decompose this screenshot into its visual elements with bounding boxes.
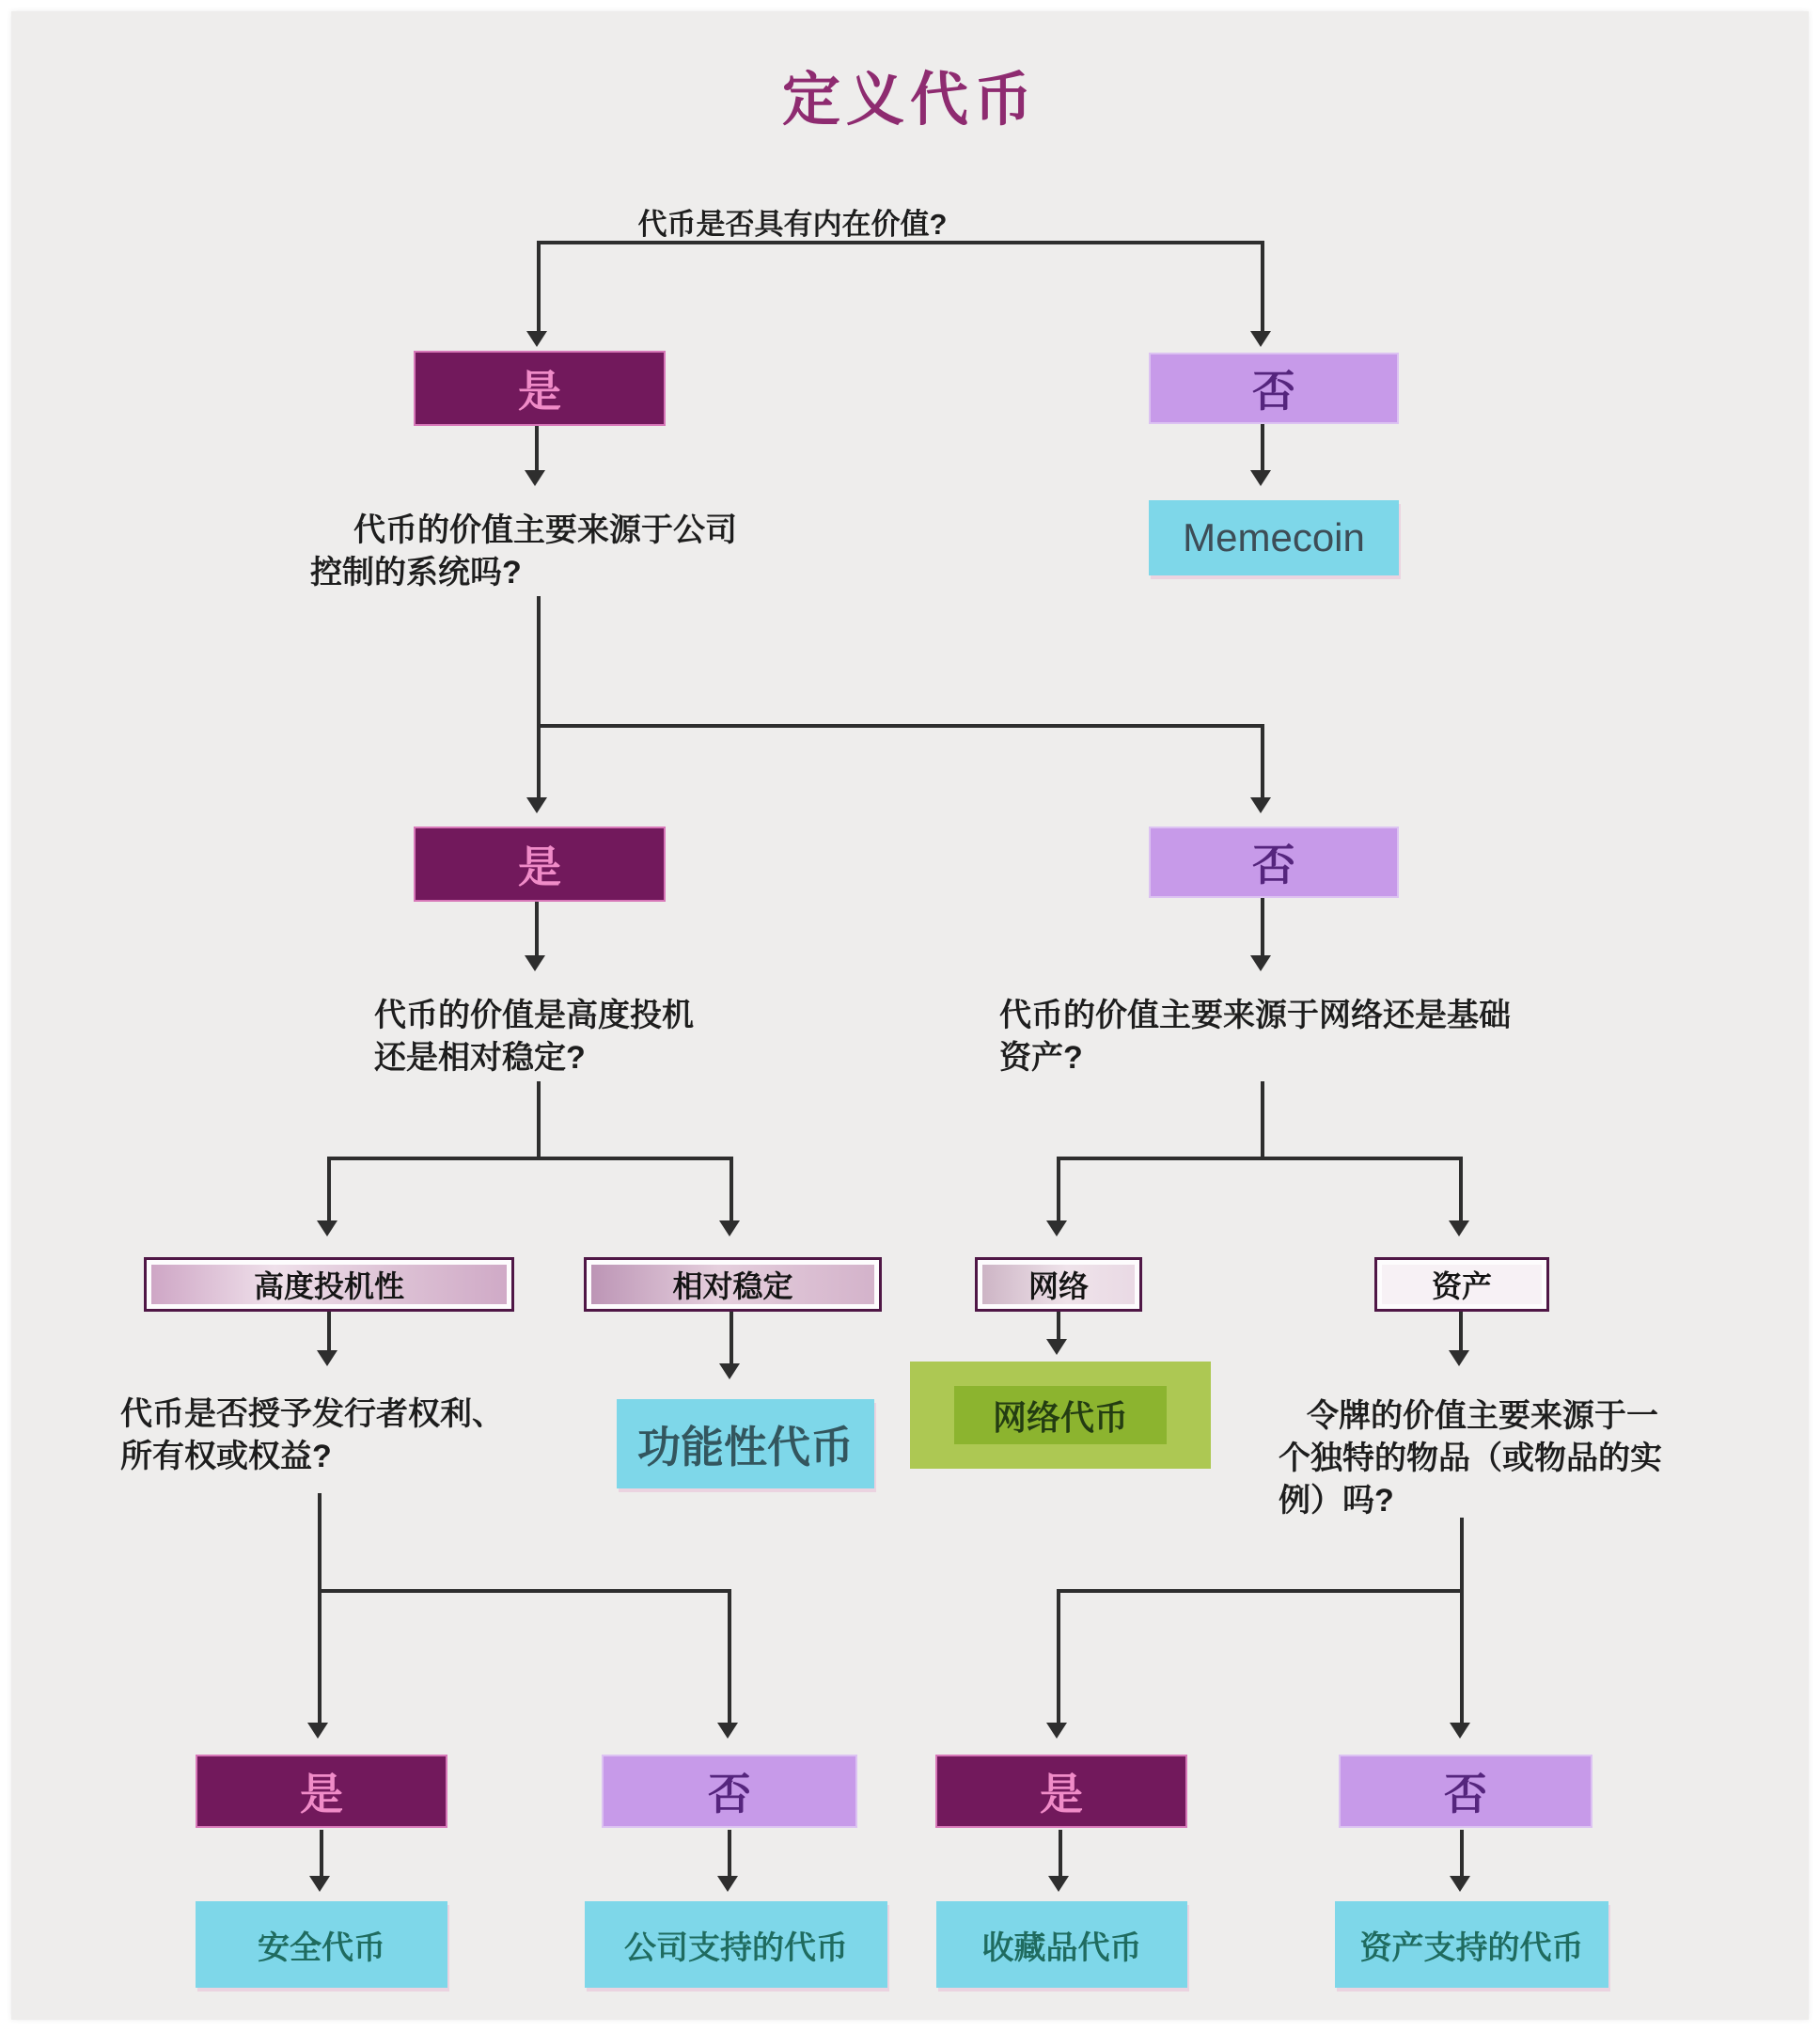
- question-intrinsic-value: 代币是否具有内在价值?: [637, 208, 948, 241]
- outcome-memecoin: Memecoin: [1149, 500, 1399, 575]
- arrow-down-icon: [525, 955, 545, 971]
- connector-line: [327, 1312, 331, 1353]
- connector-line: [1261, 724, 1264, 801]
- connector-line: [728, 1589, 731, 1726]
- arrow-down-icon: [1450, 1723, 1470, 1739]
- connector-line: [1261, 898, 1264, 958]
- outcome-asset-backed-token: 资产支持的代币: [1335, 1901, 1608, 1988]
- arrow-down-icon: [717, 1876, 738, 1892]
- question-speculative-or-stable: 代币的价值是高度投机 还是相对稳定?: [374, 998, 694, 1076]
- connector-line: [320, 1830, 323, 1879]
- question-company-system: 代币的价值主要来源于公司 控制的系统吗?: [310, 512, 737, 590]
- connector-line: [1057, 1589, 1060, 1726]
- connector-line: [1460, 1518, 1464, 1593]
- connector-line: [730, 1312, 733, 1366]
- connector-line: [1261, 424, 1264, 473]
- connector-line: [728, 1830, 731, 1879]
- connector-line: [1261, 241, 1264, 333]
- question-network-or-asset: 代币的价值主要来源于网络还是基础 资产?: [999, 998, 1511, 1076]
- arrow-down-icon: [309, 1876, 330, 1892]
- connector-line: [537, 596, 541, 728]
- connector-line: [1460, 1589, 1464, 1726]
- connector-line: [1460, 1830, 1464, 1879]
- arrow-down-icon: [317, 1220, 337, 1236]
- connector-line: [1059, 1157, 1463, 1160]
- connector-line: [537, 1081, 541, 1160]
- question-unique-item: 令牌的价值主要来源于一 个独特的物品（或物品的实 例）吗?: [1279, 1398, 1662, 1519]
- arrow-down-icon: [526, 797, 547, 813]
- arrow-down-icon: [719, 1363, 740, 1379]
- decision-yes-1: 是: [414, 351, 666, 426]
- connector-line: [1261, 1081, 1264, 1160]
- outcome-collectible-token: 收藏品代币: [936, 1901, 1187, 1988]
- arrow-down-icon: [1449, 1220, 1469, 1236]
- arrow-down-icon: [1449, 1350, 1469, 1366]
- outcome-network-token-label: 网络代币: [954, 1386, 1167, 1444]
- decision-no-4: 否: [1339, 1755, 1592, 1828]
- decision-no-1: 否: [1149, 353, 1399, 424]
- decision-no-3: 否: [602, 1755, 857, 1828]
- connector-line: [537, 724, 541, 801]
- decision-yes-2: 是: [414, 827, 666, 902]
- connector-line: [1059, 1589, 1464, 1593]
- arrow-down-icon: [317, 1350, 337, 1366]
- outcome-utility-token: 功能性代币: [617, 1399, 874, 1488]
- branch-network: 网络: [975, 1257, 1142, 1312]
- decision-no-2: 否: [1149, 827, 1399, 898]
- connector-line: [318, 1493, 322, 1593]
- arrow-down-icon: [719, 1220, 740, 1236]
- connector-line: [1059, 1830, 1062, 1879]
- connector-line: [539, 241, 1263, 244]
- arrow-down-icon: [1250, 331, 1271, 347]
- page-title: 定义代币: [781, 68, 1038, 133]
- outcome-security-token: 安全代币: [196, 1901, 447, 1988]
- connector-line: [329, 1157, 733, 1160]
- arrow-down-icon: [1250, 955, 1271, 971]
- arrow-down-icon: [717, 1723, 738, 1739]
- branch-highly-speculative: 高度投机性: [144, 1257, 514, 1312]
- connector-line: [1459, 1157, 1463, 1224]
- connector-line: [318, 1589, 322, 1726]
- arrow-down-icon: [1046, 1723, 1067, 1739]
- branch-asset: 资产: [1374, 1257, 1549, 1312]
- arrow-down-icon: [526, 331, 547, 347]
- outcome-company-backed-token: 公司支持的代币: [585, 1901, 887, 1988]
- arrow-down-icon: [525, 470, 545, 486]
- decision-yes-4: 是: [935, 1755, 1187, 1828]
- arrow-down-icon: [1046, 1339, 1067, 1355]
- arrow-down-icon: [1046, 1220, 1067, 1236]
- connector-line: [1057, 1157, 1060, 1224]
- connector-line: [320, 1589, 731, 1593]
- arrow-down-icon: [1048, 1876, 1069, 1892]
- question-issuer-rights: 代币是否授予发行者权利、 所有权或权益?: [120, 1396, 504, 1474]
- arrow-down-icon: [1250, 470, 1271, 486]
- connector-line: [1459, 1312, 1463, 1353]
- arrow-down-icon: [307, 1723, 328, 1739]
- outcome-network-token: [910, 1362, 1211, 1469]
- arrow-down-icon: [1450, 1876, 1470, 1892]
- connector-line: [539, 724, 1263, 728]
- connector-line: [730, 1157, 733, 1224]
- branch-relatively-stable: 相对稳定: [584, 1257, 882, 1312]
- arrow-down-icon: [1250, 797, 1271, 813]
- connector-line: [1057, 1312, 1060, 1342]
- connector-line: [535, 902, 539, 958]
- decision-yes-3: 是: [196, 1755, 447, 1828]
- connector-line: [535, 426, 539, 473]
- connector-line: [537, 241, 541, 333]
- connector-line: [327, 1157, 331, 1224]
